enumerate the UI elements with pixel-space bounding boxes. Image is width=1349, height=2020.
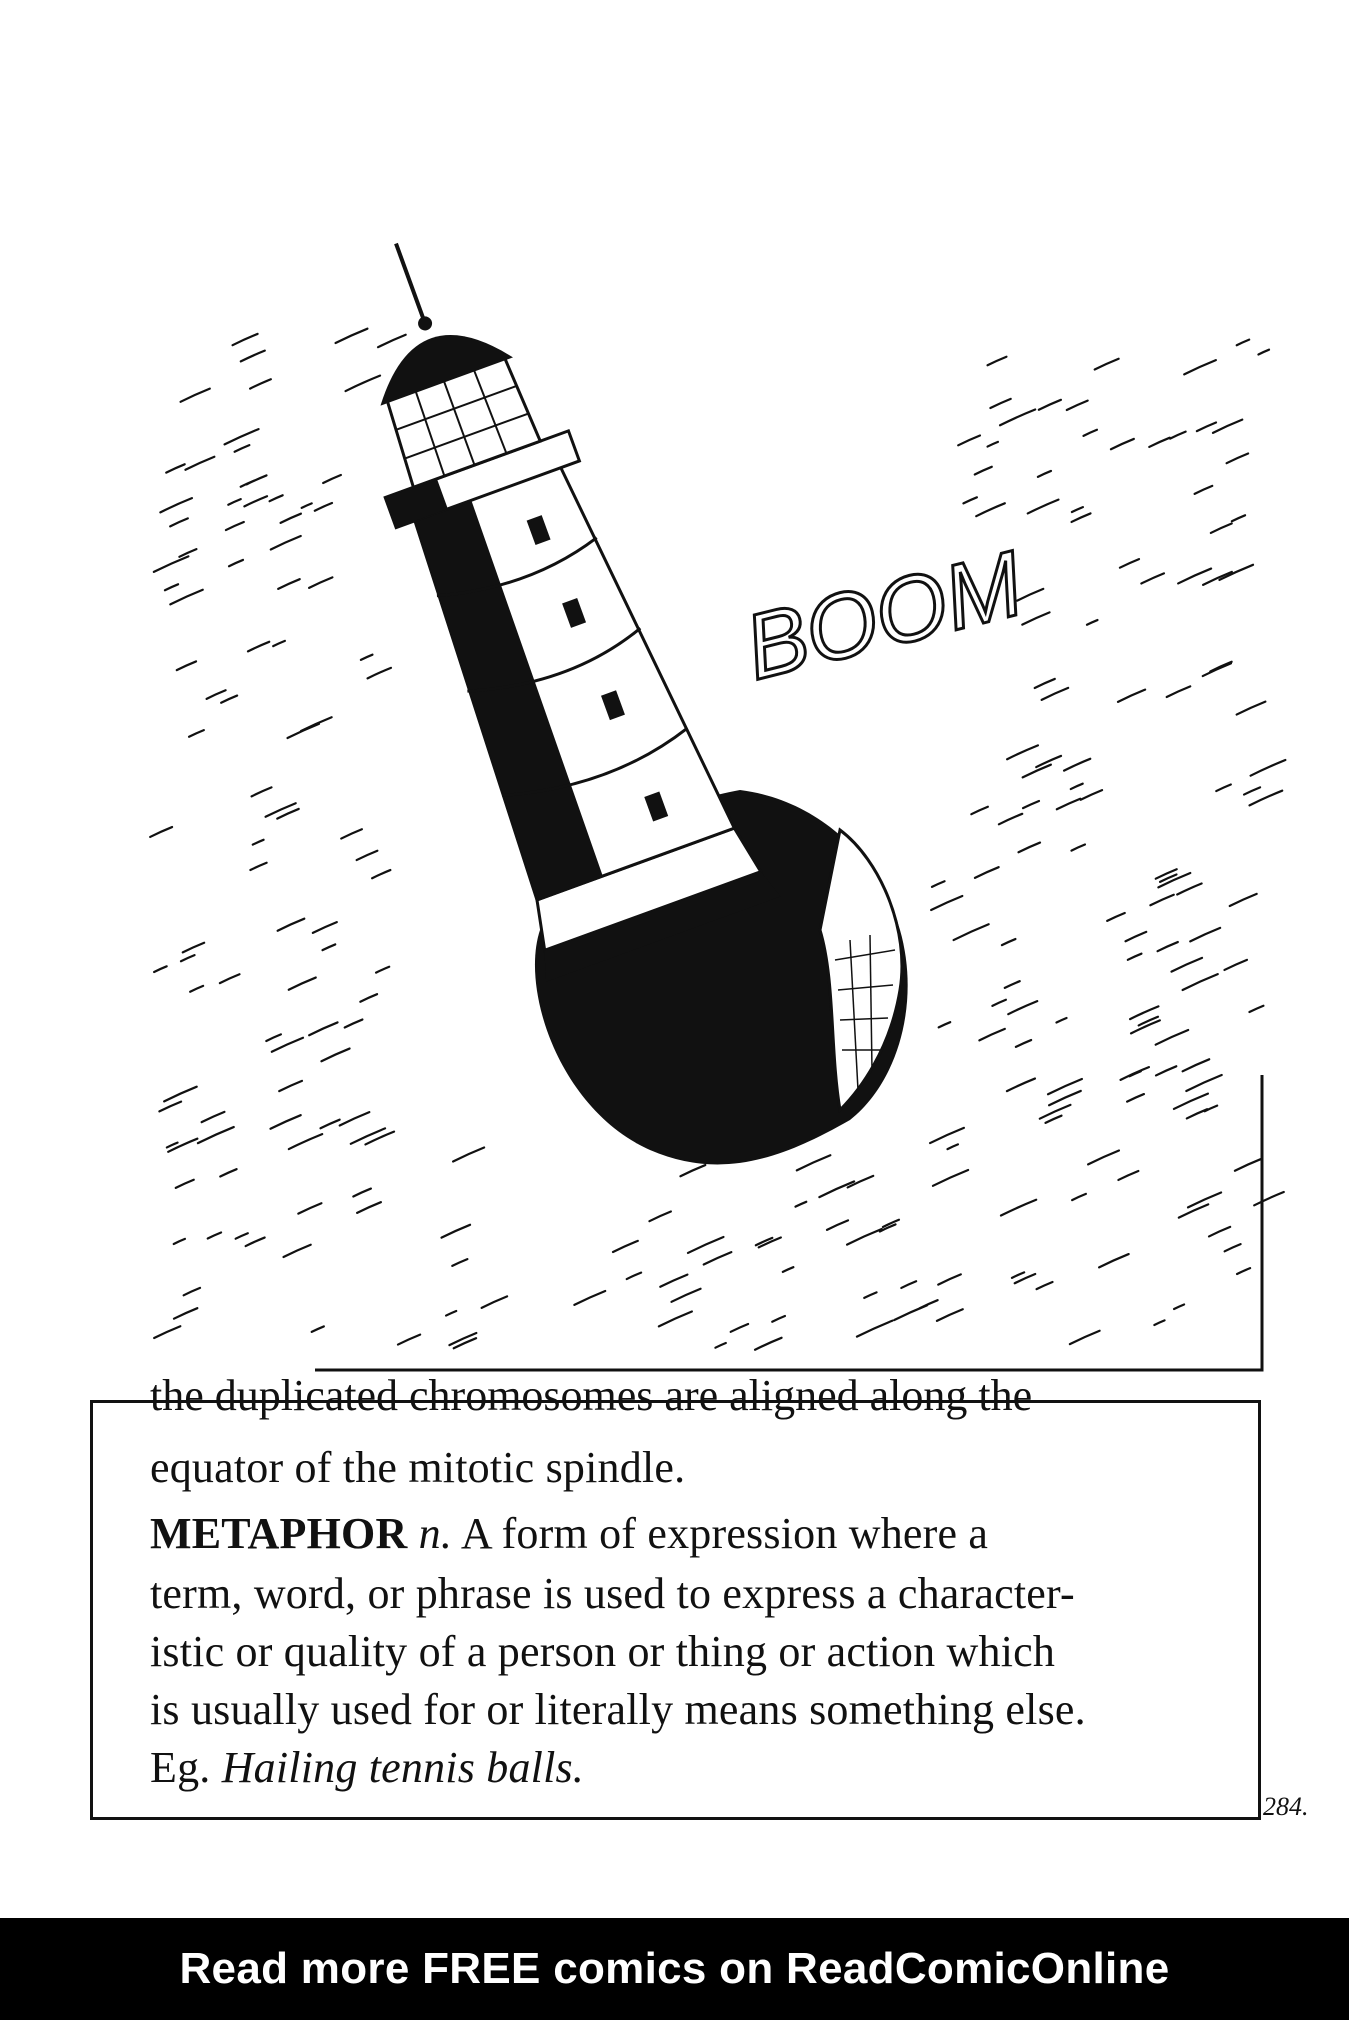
sea-wave-stroke <box>357 851 378 860</box>
sea-wave-stroke <box>864 1292 876 1298</box>
sea-wave-stroke <box>368 668 391 679</box>
sea-wave-stroke <box>1001 1200 1036 1216</box>
example-label: Eg. <box>150 1743 211 1792</box>
sea-wave-stroke <box>1190 928 1220 941</box>
sea-wave-stroke <box>932 881 945 887</box>
sea-wave-stroke <box>1083 430 1096 436</box>
sea-wave-stroke <box>976 503 1005 516</box>
sea-wave-stroke <box>208 1232 221 1238</box>
sea-wave-stroke <box>1007 745 1038 759</box>
sea-wave-stroke <box>170 590 202 605</box>
sea-wave-stroke <box>1126 932 1147 941</box>
sea-wave-stroke <box>346 376 380 391</box>
sea-wave-stroke <box>281 514 301 523</box>
sea-wave-stroke <box>1095 359 1119 370</box>
sea-wave-stroke <box>999 814 1022 824</box>
sea-wave-stroke <box>1057 799 1080 810</box>
dictionary-caption <box>150 1371 1260 1820</box>
sea-wave-stroke <box>309 1022 337 1035</box>
sea-wave-stroke <box>278 579 300 589</box>
sea-wave-stroke <box>298 1203 321 1213</box>
sea-wave-stroke <box>226 522 244 530</box>
boom-sound-effect: BOOM <box>735 532 1033 700</box>
sea-wave-stroke <box>270 495 283 501</box>
sea-wave-stroke <box>177 661 196 670</box>
sea-wave-stroke <box>931 896 962 910</box>
sea-wave-stroke <box>933 1170 968 1186</box>
sea-wave-stroke <box>1171 958 1202 972</box>
sea-wave-stroke <box>1118 690 1145 702</box>
sea-wave-stroke <box>398 1335 420 1345</box>
sea-wave-stroke <box>1203 663 1231 676</box>
sea-wave-stroke <box>1249 1006 1263 1012</box>
sea-wave-stroke <box>992 1000 1006 1006</box>
sea-wave-stroke <box>353 1189 371 1197</box>
sea-wave-stroke <box>176 1180 194 1188</box>
sea-wave-stroke <box>361 655 373 660</box>
sea-wave-stroke <box>938 1274 961 1284</box>
sea-wave-stroke <box>1258 350 1269 355</box>
sea-wave-stroke <box>270 1115 300 1129</box>
sea-wave-stroke <box>1005 981 1020 988</box>
sea-wave-stroke <box>660 1275 687 1287</box>
sea-wave-stroke <box>1111 439 1134 449</box>
sea-wave-stroke <box>1174 1304 1184 1309</box>
sea-wave-stroke <box>827 1220 848 1229</box>
sea-wave-stroke <box>181 389 210 402</box>
sea-wave-stroke <box>659 1312 692 1327</box>
sea-wave-stroke <box>248 642 269 652</box>
sea-wave-stroke <box>1007 1079 1035 1092</box>
sea-wave-stroke <box>1042 688 1069 700</box>
sea-wave-stroke <box>1156 1030 1189 1045</box>
sea-wave-stroke <box>1237 340 1249 346</box>
sea-wave-stroke <box>847 1229 882 1245</box>
sea-wave-stroke <box>225 429 259 444</box>
sea-wave-stroke <box>1187 1109 1207 1118</box>
sea-wave-stroke <box>323 475 341 483</box>
sea-wave-stroke <box>1045 1116 1061 1123</box>
sea-wave-stroke <box>164 1087 197 1102</box>
sea-wave-stroke <box>454 1338 476 1348</box>
sea-wave-stroke <box>937 1309 963 1321</box>
sea-wave-stroke <box>279 1081 302 1091</box>
sea-wave-stroke <box>975 867 999 878</box>
sea-wave-stroke <box>166 464 184 472</box>
sea-wave-stroke <box>1038 471 1051 477</box>
sea-wave-stroke <box>452 1259 467 1266</box>
sea-wave-stroke <box>1250 791 1283 806</box>
sea-wave-stroke <box>1141 573 1164 583</box>
sea-wave-stroke <box>857 1321 893 1337</box>
sea-wave-stroke <box>1216 784 1231 791</box>
sea-wave-stroke <box>1244 787 1260 794</box>
sea-wave-stroke <box>446 1311 456 1316</box>
sea-wave-stroke <box>1128 954 1142 960</box>
sea-wave-stroke <box>322 944 335 950</box>
sea-wave-stroke <box>360 994 377 1002</box>
sea-wave-stroke <box>1183 1059 1210 1071</box>
sea-wave-stroke <box>1158 942 1178 951</box>
sea-wave-stroke <box>783 1267 794 1272</box>
sea-wave-stroke <box>1040 1105 1071 1119</box>
sea-wave-stroke <box>372 870 390 878</box>
sea-wave-stroke <box>680 1165 705 1176</box>
sea-wave-stroke <box>1251 760 1286 776</box>
sea-wave-stroke <box>1087 620 1098 625</box>
sea-wave-stroke <box>233 334 258 345</box>
sea-wave-stroke <box>442 1225 471 1238</box>
sea-wave-stroke <box>1156 1066 1176 1075</box>
sea-wave-stroke <box>273 641 285 646</box>
sea-wave-stroke <box>1107 913 1125 921</box>
sea-wave-stroke <box>241 481 255 487</box>
sea-wave-stroke <box>1064 759 1090 771</box>
sea-wave-stroke <box>797 1155 831 1170</box>
sea-wave-stroke <box>772 1316 785 1322</box>
sea-wave-stroke <box>252 787 272 796</box>
sea-wave-stroke <box>345 1020 363 1028</box>
sea-wave-stroke <box>1099 1254 1129 1267</box>
sea-wave-stroke <box>1028 500 1059 514</box>
sea-wave-stroke <box>1235 1159 1261 1171</box>
sea-wave-stroke <box>250 379 271 388</box>
sea-wave-stroke <box>939 1022 951 1027</box>
sea-wave-stroke <box>236 1233 248 1238</box>
sea-wave-stroke <box>351 1128 385 1143</box>
sea-wave-stroke <box>1195 486 1213 494</box>
sea-wave-stroke <box>1232 515 1245 521</box>
sea-wave-stroke <box>301 717 332 731</box>
sea-wave-stroke <box>376 967 389 973</box>
sea-wave-stroke <box>795 1202 806 1207</box>
sea-wave-stroke <box>901 1281 916 1288</box>
sea-wave-stroke <box>357 1202 381 1213</box>
sea-wave-stroke <box>302 503 312 508</box>
sea-wave-stroke <box>1072 507 1083 512</box>
sea-wave-stroke <box>1197 423 1216 432</box>
sea-wave-stroke <box>1037 1282 1053 1289</box>
sea-wave-stroke <box>184 1288 200 1295</box>
sea-wave-stroke <box>246 1238 265 1247</box>
sea-wave-stroke <box>1170 432 1186 439</box>
sea-wave-stroke <box>715 1343 725 1348</box>
sea-wave-stroke <box>1254 1192 1284 1205</box>
sea-wave-stroke <box>963 497 976 503</box>
example-text: Hailing tennis balls. <box>221 1743 585 1792</box>
sea-wave-stroke <box>1149 438 1170 447</box>
sea-wave-stroke <box>271 536 301 549</box>
sea-wave-stroke <box>250 863 266 870</box>
sea-wave-stroke <box>159 1102 181 1112</box>
caption-line-5: is usually used for or literally means something else. <box>150 1685 1086 1734</box>
sea-wave-stroke <box>920 1300 938 1308</box>
sea-wave-stroke <box>649 1212 670 1222</box>
sea-wave-stroke <box>220 974 240 983</box>
sea-wave-stroke <box>1049 1091 1081 1105</box>
sea-wave-stroke <box>979 1029 1004 1040</box>
sea-wave-stroke <box>309 577 332 587</box>
sea-wave-stroke <box>1000 409 1035 425</box>
sea-wave-stroke <box>948 1144 958 1149</box>
sea-wave-stroke <box>185 457 214 470</box>
sea-wave-stroke <box>340 1112 370 1125</box>
sea-wave-stroke <box>1224 960 1246 970</box>
sea-wave-stroke <box>289 1134 322 1149</box>
sea-wave-stroke <box>954 924 989 940</box>
sea-wave-stroke <box>958 436 980 446</box>
sea-wave-stroke <box>1177 884 1201 895</box>
caption-line-1: equator of the mitotic spindle. <box>150 1443 686 1492</box>
sea-wave-stroke <box>704 1252 732 1264</box>
sea-wave-stroke <box>1071 845 1084 851</box>
sea-wave-stroke <box>229 560 243 566</box>
sea-wave-stroke <box>1070 1331 1100 1344</box>
sea-wave-stroke <box>482 1296 507 1307</box>
sea-wave-stroke <box>207 690 226 699</box>
sea-wave-stroke <box>1225 1244 1241 1251</box>
sea-wave-stroke <box>181 955 195 961</box>
sea-wave-stroke <box>189 730 204 737</box>
sea-wave-stroke <box>154 966 167 972</box>
sea-wave-stroke <box>1002 939 1016 945</box>
sea-wave-stroke <box>1067 401 1088 410</box>
sea-wave-stroke <box>312 1326 324 1331</box>
sea-wave-stroke <box>1120 559 1139 568</box>
sea-wave-stroke <box>315 503 332 511</box>
sea-wave-stroke <box>266 803 296 817</box>
sea-wave-stroke <box>154 556 189 572</box>
sea-wave-stroke <box>988 442 998 447</box>
page-number: 284. <box>1263 1792 1309 1821</box>
sea-wave-stroke <box>1081 790 1102 800</box>
sea-wave-stroke <box>1150 895 1173 906</box>
sea-wave-stroke <box>190 986 203 992</box>
sea-wave-stroke <box>1230 894 1257 906</box>
cut-off-line: the duplicated chromosomes are aligned along the <box>150 1371 1033 1420</box>
sea-wave-stroke <box>272 1038 303 1052</box>
sea-wave-stroke <box>731 1324 748 1332</box>
sea-wave-stroke <box>183 943 204 953</box>
sea-wave-stroke <box>1156 869 1177 878</box>
sea-wave-stroke <box>1179 1204 1208 1217</box>
definition-start: A form of expression where a <box>452 1509 989 1558</box>
sea-wave-stroke <box>671 1289 700 1302</box>
sea-wave-stroke <box>1154 1320 1164 1325</box>
sea-wave-stroke <box>688 1237 724 1253</box>
sea-wave-stroke <box>930 1128 964 1143</box>
sea-wave-stroke <box>1237 1268 1250 1274</box>
sea-wave-stroke <box>627 1273 641 1279</box>
definition-term: METAPHOR <box>150 1509 408 1558</box>
sea-wave-stroke <box>228 499 240 505</box>
sea-wave-stroke <box>1071 784 1083 789</box>
sea-wave-stroke <box>150 827 172 837</box>
sea-wave-stroke <box>971 807 988 814</box>
sea-wave-stroke <box>284 1245 311 1257</box>
sea-wave-stroke <box>170 518 188 526</box>
caption-line-3: term, word, or phrase is used to express a character- <box>150 1569 1075 1618</box>
sea-wave-stroke <box>341 829 362 838</box>
sea-wave-stroke <box>253 840 264 845</box>
caption-line-6 <box>150 1742 584 1793</box>
sea-wave-stroke <box>1072 1194 1086 1200</box>
sea-wave-stroke <box>167 1143 178 1148</box>
sea-wave-stroke <box>320 1120 339 1129</box>
sea-wave-stroke <box>174 1308 197 1319</box>
sea-wave-stroke <box>613 1241 638 1252</box>
sea-wave-stroke <box>975 467 992 475</box>
sea-wave-stroke <box>1023 801 1039 808</box>
sea-wave-stroke <box>819 1181 854 1197</box>
sea-wave-stroke <box>1008 1001 1037 1014</box>
sea-wave-stroke <box>160 498 192 512</box>
footer-banner[interactable] <box>0 1918 1349 2020</box>
sea-wave-stroke <box>755 1338 782 1350</box>
caption-line-4: istic or quality of a person or thing or action which <box>150 1627 1056 1676</box>
sea-wave-stroke <box>221 696 237 703</box>
sea-wave-stroke <box>1184 360 1216 374</box>
sea-wave-stroke <box>289 978 316 990</box>
sea-wave-stroke <box>1237 702 1266 715</box>
sea-wave-stroke <box>1178 569 1211 584</box>
sea-wave-stroke <box>1118 1171 1138 1180</box>
sea-wave-stroke <box>365 1132 394 1145</box>
sea-wave-stroke <box>1167 686 1191 697</box>
sea-wave-stroke <box>1209 1227 1230 1237</box>
sea-wave-stroke <box>1039 400 1061 410</box>
sea-wave-stroke <box>1121 1067 1149 1080</box>
sea-wave-stroke <box>241 351 265 362</box>
caption-line-2 <box>150 1508 988 1559</box>
sea-wave-stroke <box>990 399 1010 408</box>
part-of-speech: n. <box>418 1509 453 1558</box>
sea-wave-stroke <box>453 1147 484 1161</box>
sea-wave-stroke <box>1012 1272 1024 1277</box>
sea-wave-stroke <box>1088 1151 1119 1165</box>
sea-wave-stroke <box>235 445 250 452</box>
sea-wave-stroke <box>1186 1075 1221 1091</box>
sea-wave-stroke <box>1213 420 1242 433</box>
sea-wave-stroke <box>1035 679 1055 688</box>
sea-wave-stroke <box>574 1291 605 1305</box>
sea-wave-stroke <box>1016 1040 1031 1047</box>
sea-wave-stroke <box>1174 1094 1208 1109</box>
sea-wave-stroke <box>321 1049 349 1062</box>
sea-wave-stroke <box>1203 572 1232 585</box>
sea-wave-stroke <box>154 1326 180 1338</box>
sea-wave-stroke <box>1211 524 1232 533</box>
sea-wave-stroke <box>278 919 305 931</box>
sea-wave-stroke <box>220 1169 236 1176</box>
sea-wave-stroke <box>988 357 1007 366</box>
sea-wave-stroke <box>174 1239 185 1244</box>
sea-wave-stroke <box>165 584 178 590</box>
footer-link-text[interactable]: Read more FREE comics on ReadComicOnline <box>179 1944 1170 1993</box>
sea-wave-stroke <box>1018 843 1040 853</box>
sea-wave-stroke <box>1127 1094 1144 1102</box>
sea-wave-stroke <box>1227 453 1249 463</box>
sea-wave-stroke <box>266 1034 281 1041</box>
sea-wave-stroke <box>244 496 267 506</box>
sea-wave-stroke <box>1183 974 1218 990</box>
sea-wave-stroke <box>1219 565 1253 580</box>
sea-wave-stroke <box>313 922 337 933</box>
sea-wave-stroke <box>378 335 406 347</box>
sea-wave-stroke <box>202 1112 225 1122</box>
sea-wave-stroke <box>1056 1018 1066 1023</box>
sea-wave-stroke <box>198 1127 234 1143</box>
sea-wave-stroke <box>1072 513 1091 522</box>
sea-wave-stroke <box>336 329 368 343</box>
